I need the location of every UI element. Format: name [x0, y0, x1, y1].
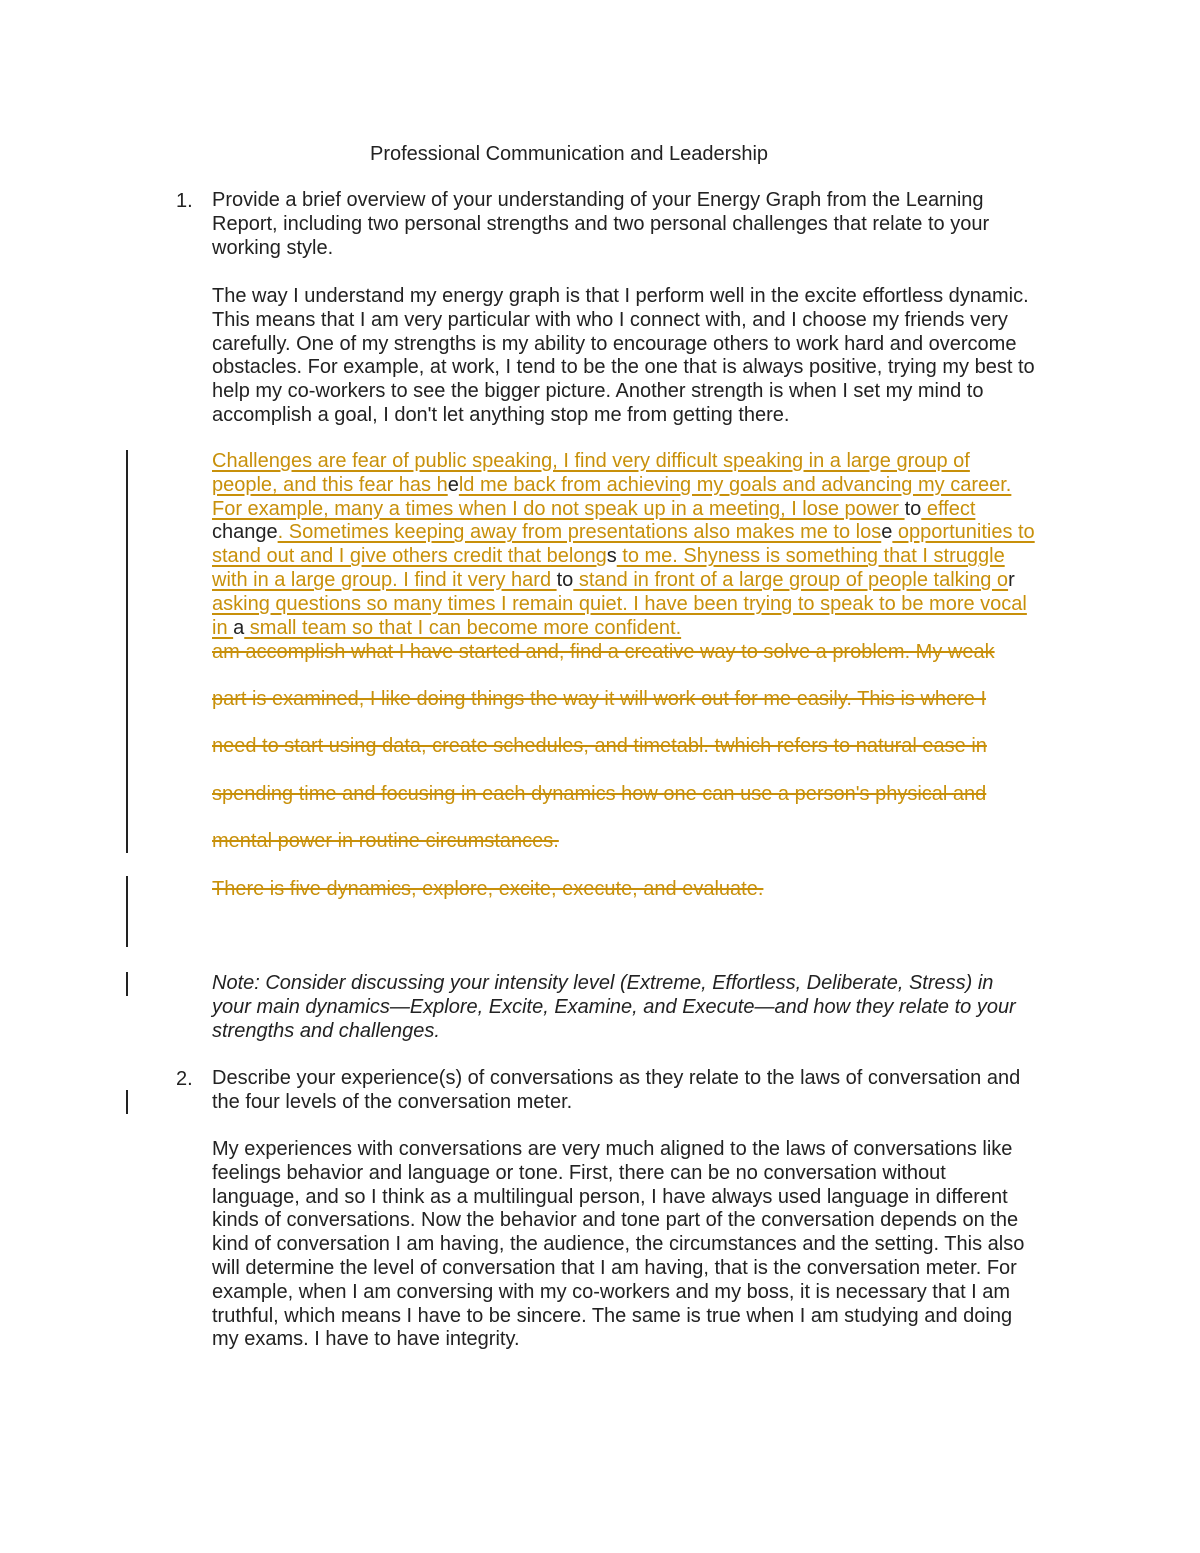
inserted-text: For example, many a times when I do not speak up in a meeting, I lose power: [212, 497, 905, 520]
prompt-line: Describe your experience(s) of conversations as they relate to the laws of conversation and: [212, 1067, 1021, 1089]
question-1-number: 1.: [176, 190, 193, 212]
inserted-text: in: [212, 616, 234, 639]
original-text: to: [556, 568, 574, 591]
question-1-prompt: [212, 189, 1082, 260]
inserted-text: stand out and I give others credit that belong: [212, 545, 607, 568]
answer-line: accomplish a goal, I don't let anything stop me from getting there.: [212, 403, 790, 426]
inserted-text: people, and this fear has h: [212, 473, 448, 496]
inserted-text: Challenges are fear of public speaking, I find very difficult speaking in a large group of: [212, 450, 970, 472]
prompt-text: the four levels of the conversation meter.: [212, 1090, 573, 1113]
original-text: r: [1008, 568, 1015, 591]
prompt-line: [212, 1091, 1082, 1115]
original-text: a: [233, 616, 245, 639]
inserted-text: stand in front of a large group of people talking o: [573, 568, 1009, 591]
answer-line: language, and so I think as a multilingual person, I have always used language in different: [212, 1185, 1008, 1208]
original-text: e: [447, 473, 459, 496]
inserted-text: opportunities to: [892, 521, 1035, 544]
inserted-text: effect: [921, 497, 976, 520]
answer-line: feelings behavior and language or tone. First, there can be no conversation without: [212, 1161, 946, 1184]
prompt-line: Provide a brief overview of your understanding of your Energy Graph from the Learning: [212, 189, 984, 211]
question-2-prompt: [212, 1067, 1082, 1115]
answer-line: This means that I am very particular with who I connect with, and I choose my friends very: [212, 308, 1008, 331]
deleted-line: am accomplish what I have started and, find a creative way to solve a problem. My weak: [212, 641, 995, 663]
prompt-line: Report, including two personal strengths and two personal challenges that relate to your: [212, 212, 990, 235]
note-line: strengths and challenges.: [212, 1019, 440, 1042]
deleted-line: There is five dynamics, explore, excite, execute, and evaluate.: [212, 878, 764, 900]
deleted-line: part is examined, I like doing things the way it will work out for me easily. This is where I: [212, 688, 987, 710]
change-bar: [126, 450, 128, 853]
challenges-line: [212, 617, 1082, 641]
original-text: e: [881, 521, 893, 544]
challenges-line: [212, 450, 1082, 474]
deleted-line: spending time and focusing in each dynamics how one can use a person's physical and: [212, 783, 987, 805]
question-2-number: 2.: [176, 1068, 193, 1090]
deleted-line: mental power in routine circumstances.: [212, 830, 559, 852]
answer-line: kind of conversation I am having, the audience, the circumstances and the setting. This also: [212, 1233, 1025, 1256]
answer-line: example, when I am conversing with my co-workers and my boss, it is necessary that I am: [212, 1280, 1011, 1303]
original-text: change: [212, 521, 278, 544]
inserted-text: asking questions so many times I remain quiet. I have been trying to speak to be more vocal: [212, 592, 1027, 615]
answer-line: help my co-workers to see the bigger picture. Another strength is when I set my mind to: [212, 380, 984, 403]
answer-line: obstacles. For example, at work, I tend to be the one that is always positive, trying my best to: [212, 356, 1035, 379]
inserted-text: small team so that I can become more confident.: [244, 616, 682, 639]
answer-line: will determine the level of conversation that I am having, that is the conversation meter. For: [212, 1256, 1017, 1279]
note-paragraph: [212, 972, 1082, 1043]
deleted-line: need to start using data, create schedules, and timetabl. twhich refers to natural ease in: [212, 735, 987, 757]
challenges-line: [212, 498, 1082, 522]
challenges-line: [212, 474, 1082, 498]
challenges-line: [212, 521, 1082, 545]
challenges-paragraph: [212, 450, 1082, 640]
note-line: your main dynamics—Explore, Excite, Examine, and Execute—and how they relate to your: [212, 995, 1016, 1018]
answer-line: carefully. One of my strengths is my ability to encourage others to work hard and overcome: [212, 332, 1017, 355]
inserted-text: with in a large group. I find it very hard: [212, 568, 557, 591]
change-bar: [126, 876, 128, 947]
answer-line: my exams. I have to have integrity.: [212, 1328, 520, 1351]
original-text: s: [606, 545, 617, 568]
question-1-answer: [212, 285, 1082, 428]
answer-line: My experiences with conversations are very much aligned to the laws of conversations like: [212, 1138, 1013, 1160]
answer-line: kinds of conversations. Now the behavior and tone part of the conversation depends on the: [212, 1209, 1019, 1232]
answer-line: The way I understand my energy graph is that I perform well in the excite effortless dynamic.: [212, 285, 1029, 307]
challenges-line: [212, 569, 1082, 593]
document-title: Professional Communication and Leadership: [370, 143, 769, 165]
challenges-line: [212, 545, 1082, 569]
inserted-text: . Sometimes keeping away from presentations also makes me to los: [277, 521, 882, 544]
note-line: Note: Consider discussing your intensity level (Extreme, Effortless, Deliberate, Stress) in: [212, 972, 994, 994]
question-2-answer: [212, 1138, 1082, 1352]
original-text: to: [904, 497, 922, 520]
prompt-line: working style.: [212, 236, 334, 259]
challenges-line: [212, 593, 1082, 617]
inserted-text: ld me back from achieving my goals and advancing my career.: [458, 473, 1012, 496]
change-bar: [126, 1090, 128, 1114]
inserted-text: to me. Shyness is something that I struggle: [616, 545, 1005, 568]
answer-line: truthful, which means I have to be sincere. The same is true when I am studying and doing: [212, 1304, 1013, 1327]
change-bar: [126, 972, 128, 996]
